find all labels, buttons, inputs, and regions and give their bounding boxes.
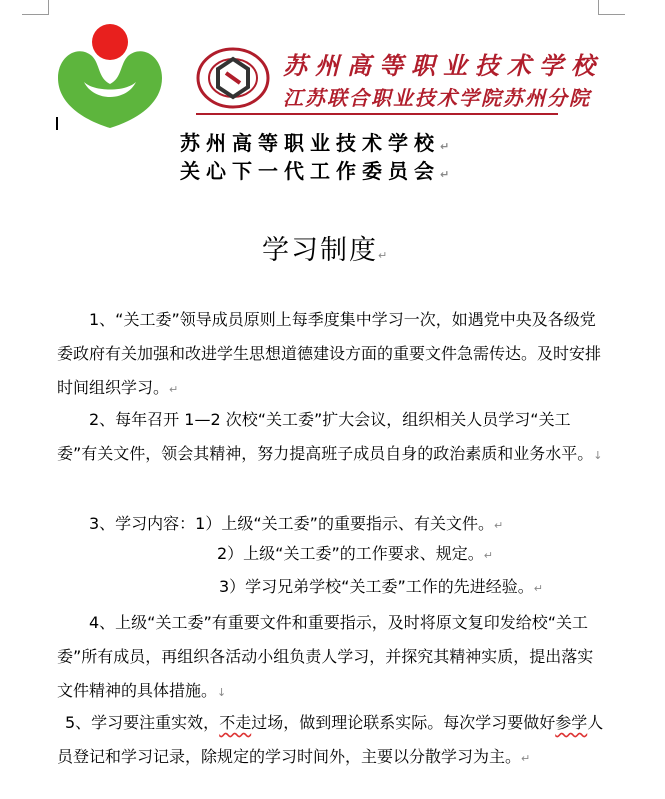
paragraph-1[interactable]: 1、“关工委”领导成员原则上每季度集中学习一次，如遇党中央及各级党委政府有关加强和改进学生思想道德建设方面的重要文件急需传达。及时安排时间组织学习。↵	[57, 310, 602, 397]
paragraph-5[interactable]: 5、学习要注重实效，不走过场，做到理论联系实际。每次学习要做好参学人员登记和学习记录，除规定的学习时间外，主要以分散学习为主。↵	[57, 713, 604, 766]
crop-mark-top-left	[22, 0, 49, 15]
header-divider	[196, 113, 558, 115]
header-college-branch: 江苏联合职业技术学院苏州分院	[283, 86, 591, 110]
care-committee-logo	[54, 20, 166, 132]
org-name-line-1[interactable]: 苏州高等职业技术学校↵	[180, 131, 456, 155]
crop-mark-top-right	[598, 0, 625, 15]
spellcheck-flag-1: 不走	[219, 713, 252, 732]
paragraph-3[interactable]: 3、学习内容：1）上级“关工委”的重要指示、有关文件。↵	[89, 514, 504, 533]
document-title[interactable]: 学习制度↵	[262, 235, 390, 266]
header-school-name: 苏州高等职业技术学校	[283, 51, 603, 80]
org-name-line-2[interactable]: 关心下一代工作委员会↵	[180, 159, 456, 183]
text-cursor	[56, 117, 58, 130]
school-emblem-seal	[196, 47, 270, 109]
paragraph-3-item-2[interactable]: 2）上级“关工委”的工作要求、规定。↵	[217, 544, 493, 563]
paragraph-4[interactable]: 4、上级“关工委”有重要文件和重要指示，及时将原文复印发给校“关工委”所有成员，再组织各活动小组负责人学习，并探究其精神实质，提出落实文件精神的具体措施。↓	[57, 613, 594, 700]
paragraph-2[interactable]: 2、每年召开 1—2 次校“关工委”扩大会议，组织相关人员学习“关工委”有关文件，领会其精神，努力提高班子成员自身的政治素质和业务水平。↓	[57, 410, 603, 463]
spellcheck-flag-2: 参学	[555, 713, 588, 732]
paragraph-3-item-3[interactable]: 3）学习兄弟学校“关工委”工作的先进经验。↵	[219, 577, 543, 596]
